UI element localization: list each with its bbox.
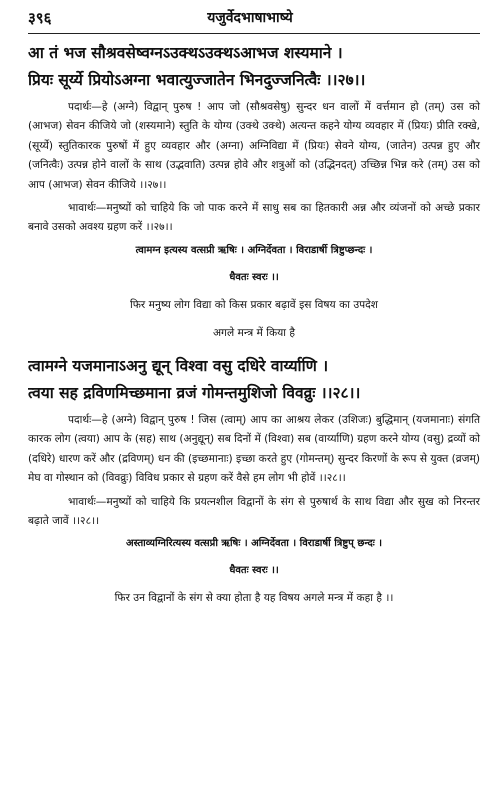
- verse-28-intro-line-1: फिर मनुष्य लोग विद्या को किस प्रकार बढ़ावें इस विषय का उपदेश: [130, 298, 378, 311]
- verse-28-meta-rishi: अस्ताव्यग्निरित्यस्य वत्सप्री ऋषिः । अग्निर्देवता । विराडार्षी त्रिष्टुप् छन्दः ।: [125, 538, 383, 550]
- verse-27-meta-svara: धैवतः स्वरः ।।: [229, 271, 279, 283]
- page-header: [20, 0, 480, 30]
- header-rule: [28, 33, 480, 34]
- next-verse-intro: फिर उन विद्वानों के संग से क्या होता है यह विषय अगले मन्त्र में कहा है ।।: [114, 592, 394, 605]
- running-title: यजुर्वेदभाषाभाष्ये: [207, 10, 293, 26]
- verse-28-meta-svara: धैवतः स्वरः ।।: [229, 565, 279, 577]
- verse-27-line-2: प्रियः सूर्य्ये प्रियोऽअग्ना भवात्युज्जातेन भिनदुज्जनित्वैः ।।२७।।: [28, 71, 366, 89]
- verse-27-line-1: आ तं भज सौश्रवसेष्वग्नऽउक्थऽउक्थऽआभज शस्यमाने ।: [28, 44, 343, 62]
- verse-28-intro-line-2: अगले मन्त्र में किया है: [212, 327, 296, 340]
- verse-28-line-1: त्वामग्ने यजमानाऽअनु द्यून् विश्वा वसु दधिरे वार्य्याणि ।: [28, 357, 329, 376]
- verse-28-padartha: पदार्थः—हे (अग्ने) विद्वान् पुरुष ! जिस (त्वाम्) आप का आश्रय लेकर (उशिजः) बुद्धिमान् (यजमानाः) संगति कारक लोग (त्वया) आप के (सह) साथ (अनुद्यून्) सब दिनों में (विश्वा) सब (वार्य्याणि) ग्रहण करने योग्य (वसु) द्रव्यों को (दधिरे) धारण करें और (द्रविणम्) धन की (इच्छमानाः) इच्छा करते हुए (गोमन्तम्) सुन्दर किरणों के रूप से युक्त (व्रजम्) मेघ वा गोस्थान को (विवव्रुः) विविध प्रकार से ग्रहण करें वैसे हम लोग भी होवें ।।२८।।: [28, 414, 480, 485]
- verse-27-meta-rishi: त्वामग्न इत्यस्य वत्सप्री ऋषिः । अग्निर्देवता । विराडार्षी त्रिष्टुप्छन्दः ।: [135, 244, 373, 256]
- verse-27-padartha: पदार्थः—हे (अग्ने) विद्वान् पुरुष ! आप जो (सौश्रवसेषु) सुन्दर धन वालों में वर्त्तमान हो (तम्) उस को (आभज) सेवन कीजिये जो (शस्यमाने) स्तुति के योग्य (उक्थे उक्थे) अत्यन्त कहने योग्य व्यवहार में (प्रियः) प्रीति रक्खे, (सूर्य्ये) स्तुतिकारक पुरुषों में हुए व्यवहार और (अग्ना) अग्निविद्या में (प्रियः) सेवने योग्य, (जातेन) उत्पन्न हुए और (जनित्वैः) उत्पन्न होने वालों के साथ (उद्भवाति) उत्पन्न होवे और शत्रुओं को (उद्भिनदत्) उच्छिन्न भिन्न करे (तम्) उस को आप (आभज) सेवन कीजिये ।।२७।।: [28, 101, 480, 191]
- verse-28-line-2: त्वया सह द्रविणमिच्छमाना व्रजं गोमन्तमुशिजो विवव्रुः ।।२८।।: [28, 384, 361, 403]
- page-number: ३९६: [28, 9, 52, 27]
- verse-27-bhavartha: भावार्थः—मनुष्यों को चाहिये कि जो पाक करने में साधु सब का हितकारी अन्न और व्यंजनों को अच्छे प्रकार बनावे उसको अवश्य ग्रहण करें ।।२७।।: [28, 202, 480, 234]
- verse-28-bhavartha: भावार्थः—मनुष्यों को चाहिये कि प्रयत्नशील विद्वानों के संग से पुरुषार्थ के साथ विद्या और सुख को निरन्तर बढ़ाते जावें ।।२८।।: [28, 495, 480, 528]
